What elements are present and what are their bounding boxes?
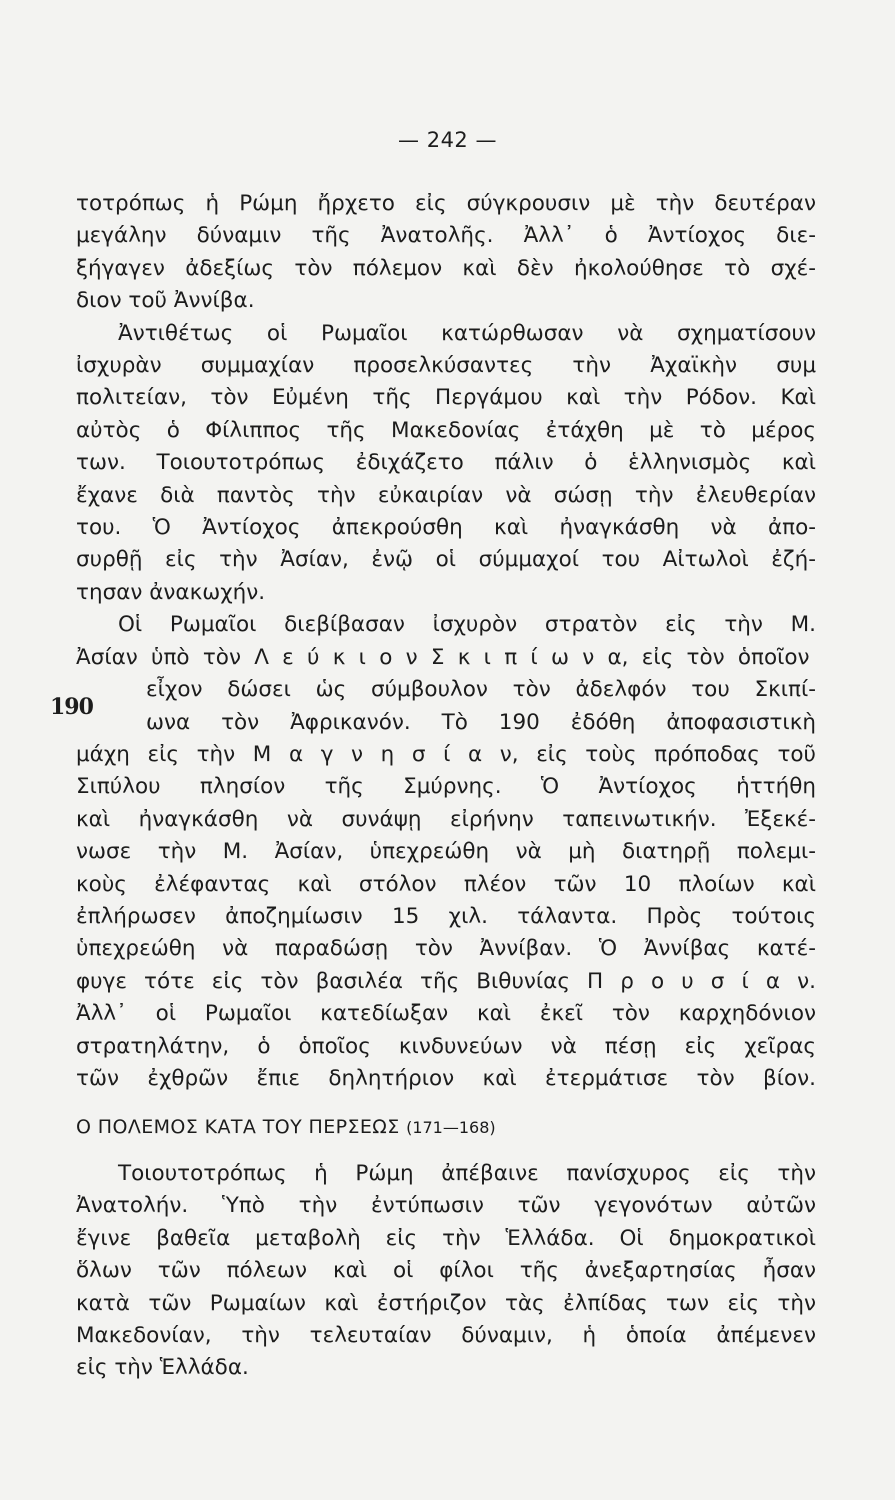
text-line: τησαν ἀνακωχήν. <box>76 579 266 605</box>
text-line: νωσε τὴν Μ. Ἀσίαν, ὑπεχρεώθη νὰ μὴ διατηρῇ πολεμι- <box>76 839 816 865</box>
text-line: κοὺς ἐλέφαντας καὶ στόλον πλέον τῶν 10 πλοίων καὶ <box>76 871 816 897</box>
text-line: συρθῇ εἰς τὴν Ἀσίαν, ἐνῷ οἱ σύμμαχοί του Αἰτωλοὶ ἐζή- <box>76 547 816 573</box>
text-line: κατὰ τῶν Ρωμαίων καὶ ἐστήριζον τὰς ἐλπίδας των εἰς τὴν <box>76 1290 816 1316</box>
section-heading <box>76 1116 496 1138</box>
text-line: του. Ὁ Ἀντίοχος ἀπεκρούσθη καὶ ἠναγκάσθη νὰ ἀπο- <box>76 515 816 541</box>
text-line: Σιπύλου πλησίον τῆς Σμύρνης. Ὁ Ἀντίοχος ἡττήθη <box>76 774 816 800</box>
text-line: Ἀνατολήν. Ὑπὸ τὴν ἐντύπωσιν τῶν γεγονότων αὐτῶν <box>76 1193 816 1219</box>
text-line: ὅλων τῶν πόλεων καὶ οἱ φίλοι τῆς ἀνεξαρτησίας ἦσαν <box>76 1258 816 1284</box>
text-line: Ἀσίαν ὑπὸ τὸν Λ ε ύ κ ι ο ν Σ κ ι π ί ω ν α, εἰς τὸν ὁποῖον <box>76 644 810 670</box>
text-line: Ἀλλ᾽ οἱ Ρωμαῖοι κατεδίωξαν καὶ ἐκεῖ τὸν καρχηδόνιον <box>76 1001 816 1027</box>
text-line: Τοιουτοτρόπως ἡ Ρώμη ἀπέβαινε πανίσχυρος εἰς τὴν <box>118 1161 816 1186</box>
text-line: διον τοῦ Ἀννίβα. <box>76 288 255 314</box>
text-line: φυγε τότε εἰς τὸν βασιλέα τῆς Βιθυνίας Π ρ ο υ σ ί α ν. <box>76 968 816 994</box>
text-line: ἔχανε διὰ παντὸς τὴν εὐκαιρίαν νὰ σώσῃ τὴν ἐλευθερίαν <box>76 482 816 508</box>
text-line: ωνα τὸν Ἀφρικανόν. Τὸ 190 ἐδόθη ἀποφασιστικὴ <box>146 709 816 735</box>
text-line: καὶ ἠναγκάσθη νὰ συνάψῃ εἰρήνην ταπεινωτικήν. Ἐξεκέ- <box>76 806 816 832</box>
text-line: ἔγινε βαθεῖα μεταβολὴ εἰς τὴν Ἑλλάδα. Οἱ δημοκρατικοὶ <box>76 1225 816 1251</box>
text-line: στρατηλάτην, ὁ ὁποῖος κινδυνεύων νὰ πέσῃ εἰς χεῖρας <box>76 1033 816 1059</box>
text-line: τῶν ἐχθρῶν ἔπιε δηλητήριον καὶ ἐτερμάτισε τὸν βίον. <box>76 1065 816 1091</box>
text-line: εἰς τὴν Ἑλλάδα. <box>76 1355 249 1381</box>
text-line: Οἱ Ρωμαῖοι διεβίβασαν ἰσχυρὸν στρατὸν εἰς τὴν Μ. <box>118 612 816 638</box>
text-line: Ἀντιθέτως οἱ Ρωμαῖοι κατώρθωσαν νὰ σχηματίσουν <box>118 320 816 346</box>
page-number: — 242 — <box>398 128 497 152</box>
section-heading-years: (171—168) <box>406 1118 496 1137</box>
text-line: ἰσχυρὰν συμμαχίαν προσελκύσαντες τὴν Ἀχαϊκὴν συμ <box>76 353 816 379</box>
text-line: των. Τοιουτοτρόπως ἐδιχάζετο πάλιν ὁ ἑλληνισμὸς καὶ <box>76 450 816 476</box>
text-line: αὐτὸς ὁ Φίλιππος τῆς Μακεδονίας ἐτάχθη μὲ τὸ μέρος <box>76 417 816 443</box>
text-line: Μακεδονίαν, τὴν τελευταίαν δύναμιν, ἡ ὁποία ἀπέμενεν <box>76 1323 816 1349</box>
text-line: πολιτείαν, τὸν Εὐμένη τῆς Περγάμου καὶ τὴν Ρόδον. Καὶ <box>76 385 816 411</box>
text-block-1 <box>76 188 816 1095</box>
text-line: ξήγαγεν ἀδεξίως τὸν πόλεμον καὶ δὲν ἠκολούθησε τὸ σχέ- <box>76 255 816 281</box>
text-line: μάχη εἰς τὴν Μ α γ ν η σ ί α ν, εἰς τοὺς πρόποδας τοῦ <box>76 741 816 767</box>
text-line: ὑπεχρεώθη νὰ παραδώσῃ τὸν Ἀννίβαν. Ὁ Ἀννίβας κατέ- <box>76 936 816 962</box>
text-line: μεγάλην δύναμιν τῆς Ἀνατολῆς. Ἀλλ᾽ ὁ Ἀντίοχος διε- <box>76 223 816 249</box>
section-heading-title: Ο ΠΟΛΕΜΟΣ ΚΑΤΑ ΤΟΥ ΠΕΡΣΕΩΣ <box>76 1116 400 1138</box>
text-line: ἐπλήρωσεν ἀποζημίωσιν 15 χιλ. τάλαντα. Πρὸς τούτοις <box>76 903 816 929</box>
margin-year-note: 190 <box>50 694 93 720</box>
text-line: τοτρόπως ἡ Ρώμη ἤρχετο εἰς σύγκρουσιν μὲ τὴν δευτέραν <box>76 191 816 216</box>
text-block-2 <box>76 1158 816 1385</box>
text-line: εἶχον δώσει ὡς σύμβουλον τὸν ἀδελφόν του Σκιπί- <box>146 677 816 703</box>
